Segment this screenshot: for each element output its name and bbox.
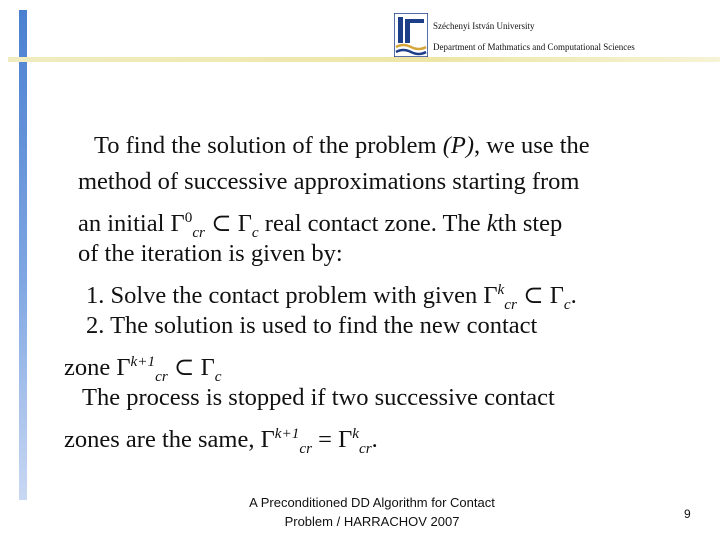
intro-line-1: To find the solution of the problem (P), we use the [94,132,590,159]
step-2: 2. The solution is used to find the new contact [86,312,538,339]
header-divider [8,57,720,62]
intro-line-3: an initial $\Gamma^0_{cr}$ ⊂ $\Gamma_c$ real contact zone. The kth step [78,209,563,242]
stop-line-1: The process is stopped if two successive contact [82,384,555,411]
department-name: Department of Mathmatics and Computational Sciences [433,42,635,52]
step-2-continued: zone $\Gamma^{k+1}_{cr}$ ⊂ $\Gamma_c$ [64,353,222,386]
university-name: Széchenyi István University [433,21,535,31]
step-1-label: 1. [86,282,105,310]
stop-line-2: zones are the same, $\Gamma^{k+1}_{cr} = \Gamma^k_{cr}$. [64,425,378,458]
intro-line-2: method of successive approximations starting from [78,168,580,195]
problem-symbol: (P) [442,132,475,159]
university-logo-icon [394,13,428,57]
step-1: 1. Solve the contact problem with given $\Gamma^k_{cr}$ ⊂ $\Gamma_c$. [86,281,577,314]
footer-title: A Preconditioned DD Algorithm for Contact Problem / HARRACHOV 2007 [249,495,495,529]
page-number: 9 [684,507,691,521]
left-accent-bar [19,10,27,500]
step-2-label: 2. [86,312,105,339]
intro-line-4: of the iteration is given by: [78,240,343,267]
